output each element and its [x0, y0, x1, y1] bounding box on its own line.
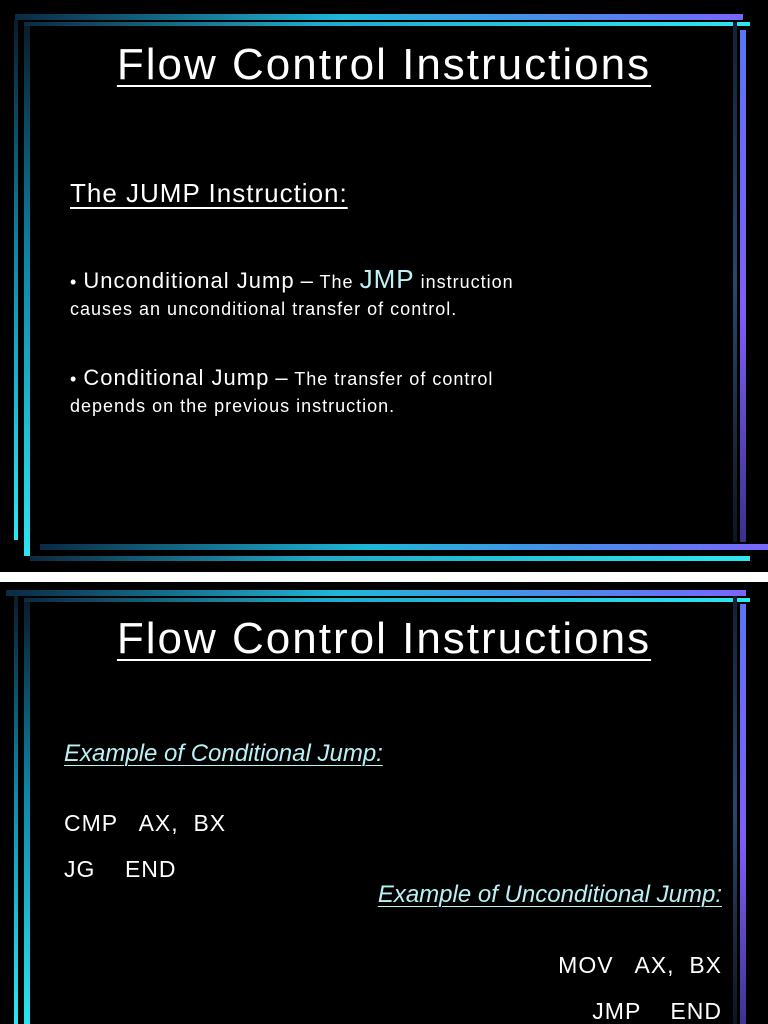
left-border-bar: [14, 20, 18, 540]
top-inner-bar: [24, 22, 750, 26]
jmp-keyword: JMP: [359, 264, 415, 294]
top-inner-bar: [24, 598, 750, 602]
bullet-dash: –: [300, 268, 314, 293]
conditional-jump-bullet: [70, 364, 670, 420]
code-line-cmp: CMP AX, BX: [64, 810, 227, 836]
code-line-jmp: JMP END: [592, 998, 722, 1024]
slide-2: [0, 582, 768, 1024]
bullet-rest: instruction: [420, 272, 514, 292]
right-outer-bar: [733, 22, 737, 542]
left-inner-bar: [24, 602, 30, 1024]
conditional-example-heading: Example of Conditional Jump:: [64, 740, 383, 767]
left-inner-bar: [24, 26, 30, 556]
bullet-marker: •: [70, 272, 78, 292]
bullet-lead: Unconditional Jump: [83, 268, 295, 293]
top-border-bar: [15, 14, 743, 20]
bottom-inner-bar: [30, 556, 750, 561]
unconditional-jump-bullet: [70, 266, 670, 323]
bullet-the: The: [319, 272, 354, 292]
code-line-mov: MOV AX, BX: [558, 952, 722, 978]
bullet-lead: Conditional Jump: [83, 365, 270, 390]
jump-instruction-heading: The JUMP Instruction:: [70, 178, 348, 208]
code-line-jg: JG END: [64, 856, 177, 882]
bottom-border-bar: [40, 544, 768, 550]
right-border-bar: [740, 604, 746, 1024]
bullet-marker: •: [70, 369, 78, 389]
bullet-line2: causes an unconditional transfer of control.: [70, 299, 458, 319]
bullet-line2: depends on the previous instruction.: [70, 396, 396, 416]
bullet-dash: –: [275, 365, 289, 390]
right-border-bar: [740, 30, 746, 542]
unconditional-example-heading: Example of Unconditional Jump:: [377, 881, 722, 908]
bullet-rest: The transfer of control: [294, 369, 494, 389]
slide-title: Flow Control Instructions: [116, 40, 652, 89]
slide-title: Flow Control Instructions: [116, 614, 652, 663]
top-border-bar: [6, 590, 746, 596]
